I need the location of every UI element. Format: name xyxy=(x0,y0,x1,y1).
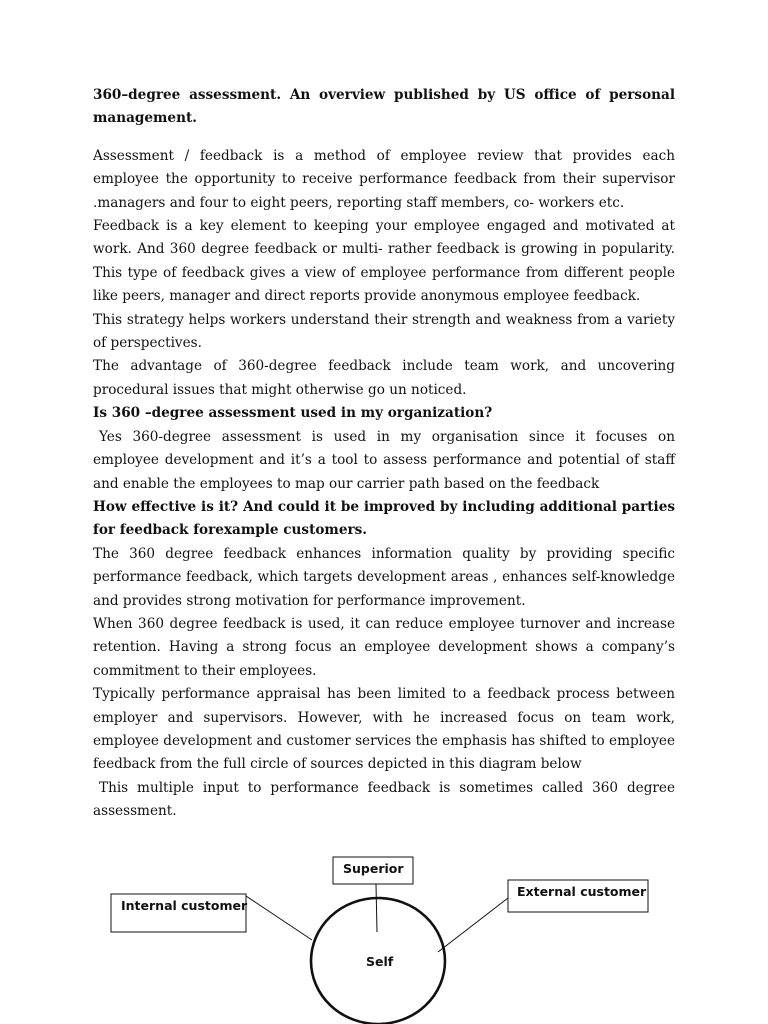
internal-customer-label: Internal customer xyxy=(121,898,248,913)
paragraph: This strategy helps workers understand their strength and weakness from a variety of perspectives. xyxy=(93,311,675,352)
self-label: Self xyxy=(366,954,394,969)
superior-label: Superior xyxy=(343,861,404,876)
document-body xyxy=(93,84,675,824)
answer-paragraph: The 360 degree feedback enhances information quality by providing specific performance feedback, which targets development areas , enhances self-knowledge and provides strong motivation for performance improvement. xyxy=(93,545,675,609)
paragraph: Assessment / feedback is a method of employee review that provides each employee the opportunity to receive performance feedback from their supervisor .managers and four to eight peers, reporting staff members, co- workers etc. xyxy=(93,147,675,211)
paragraph: Feedback is a key element to keeping your employee engaged and motivated at work. And 360 degree feedback or multi- rather feedback is growing in popularity. This type of feedback gives a view of employee performance from different people like peers, manager and direct reports provide anonymous employee feedback. xyxy=(93,218,675,305)
connector-external xyxy=(438,898,508,952)
answer-paragraph: Typically performance appraisal has been limited to a feedback process between employer and supervisors. However, with he increased focus on team work, employee development and customer services the emphasis has shifted to employee feedback from the full circle of sources depicted in this diagram below xyxy=(93,686,675,773)
question-heading: Is 360 –degree assessment used in my organization? xyxy=(93,405,493,422)
answer-paragraph: Yes 360-degree assessment is used in my organisation since it focuses on employee development and it’s a tool to assess performance and potential of staff and enable the employees to map our carrier path based on the feedback xyxy=(93,428,675,492)
connector-internal xyxy=(246,896,312,940)
paragraph: The advantage of 360-degree feedback include team work, and uncovering procedural issues that might otherwise go un noticed. xyxy=(93,358,675,398)
document-title: 360–degree assessment. An overview published by US office of personal management. xyxy=(93,87,675,127)
answer-paragraph: This multiple input to performance feedback is sometimes called 360 degree assessment. xyxy=(93,779,675,820)
external-customer-label: External customer xyxy=(517,884,647,899)
question-heading: How effective is it? And could it be improved by including additional parties for feedback forexample customers. xyxy=(93,498,675,539)
answer-paragraph: When 360 degree feedback is used, it can reduce employee turnover and increase retention. Having a strong focus an employee development shows a company’s commitment to their employees. xyxy=(93,615,675,679)
